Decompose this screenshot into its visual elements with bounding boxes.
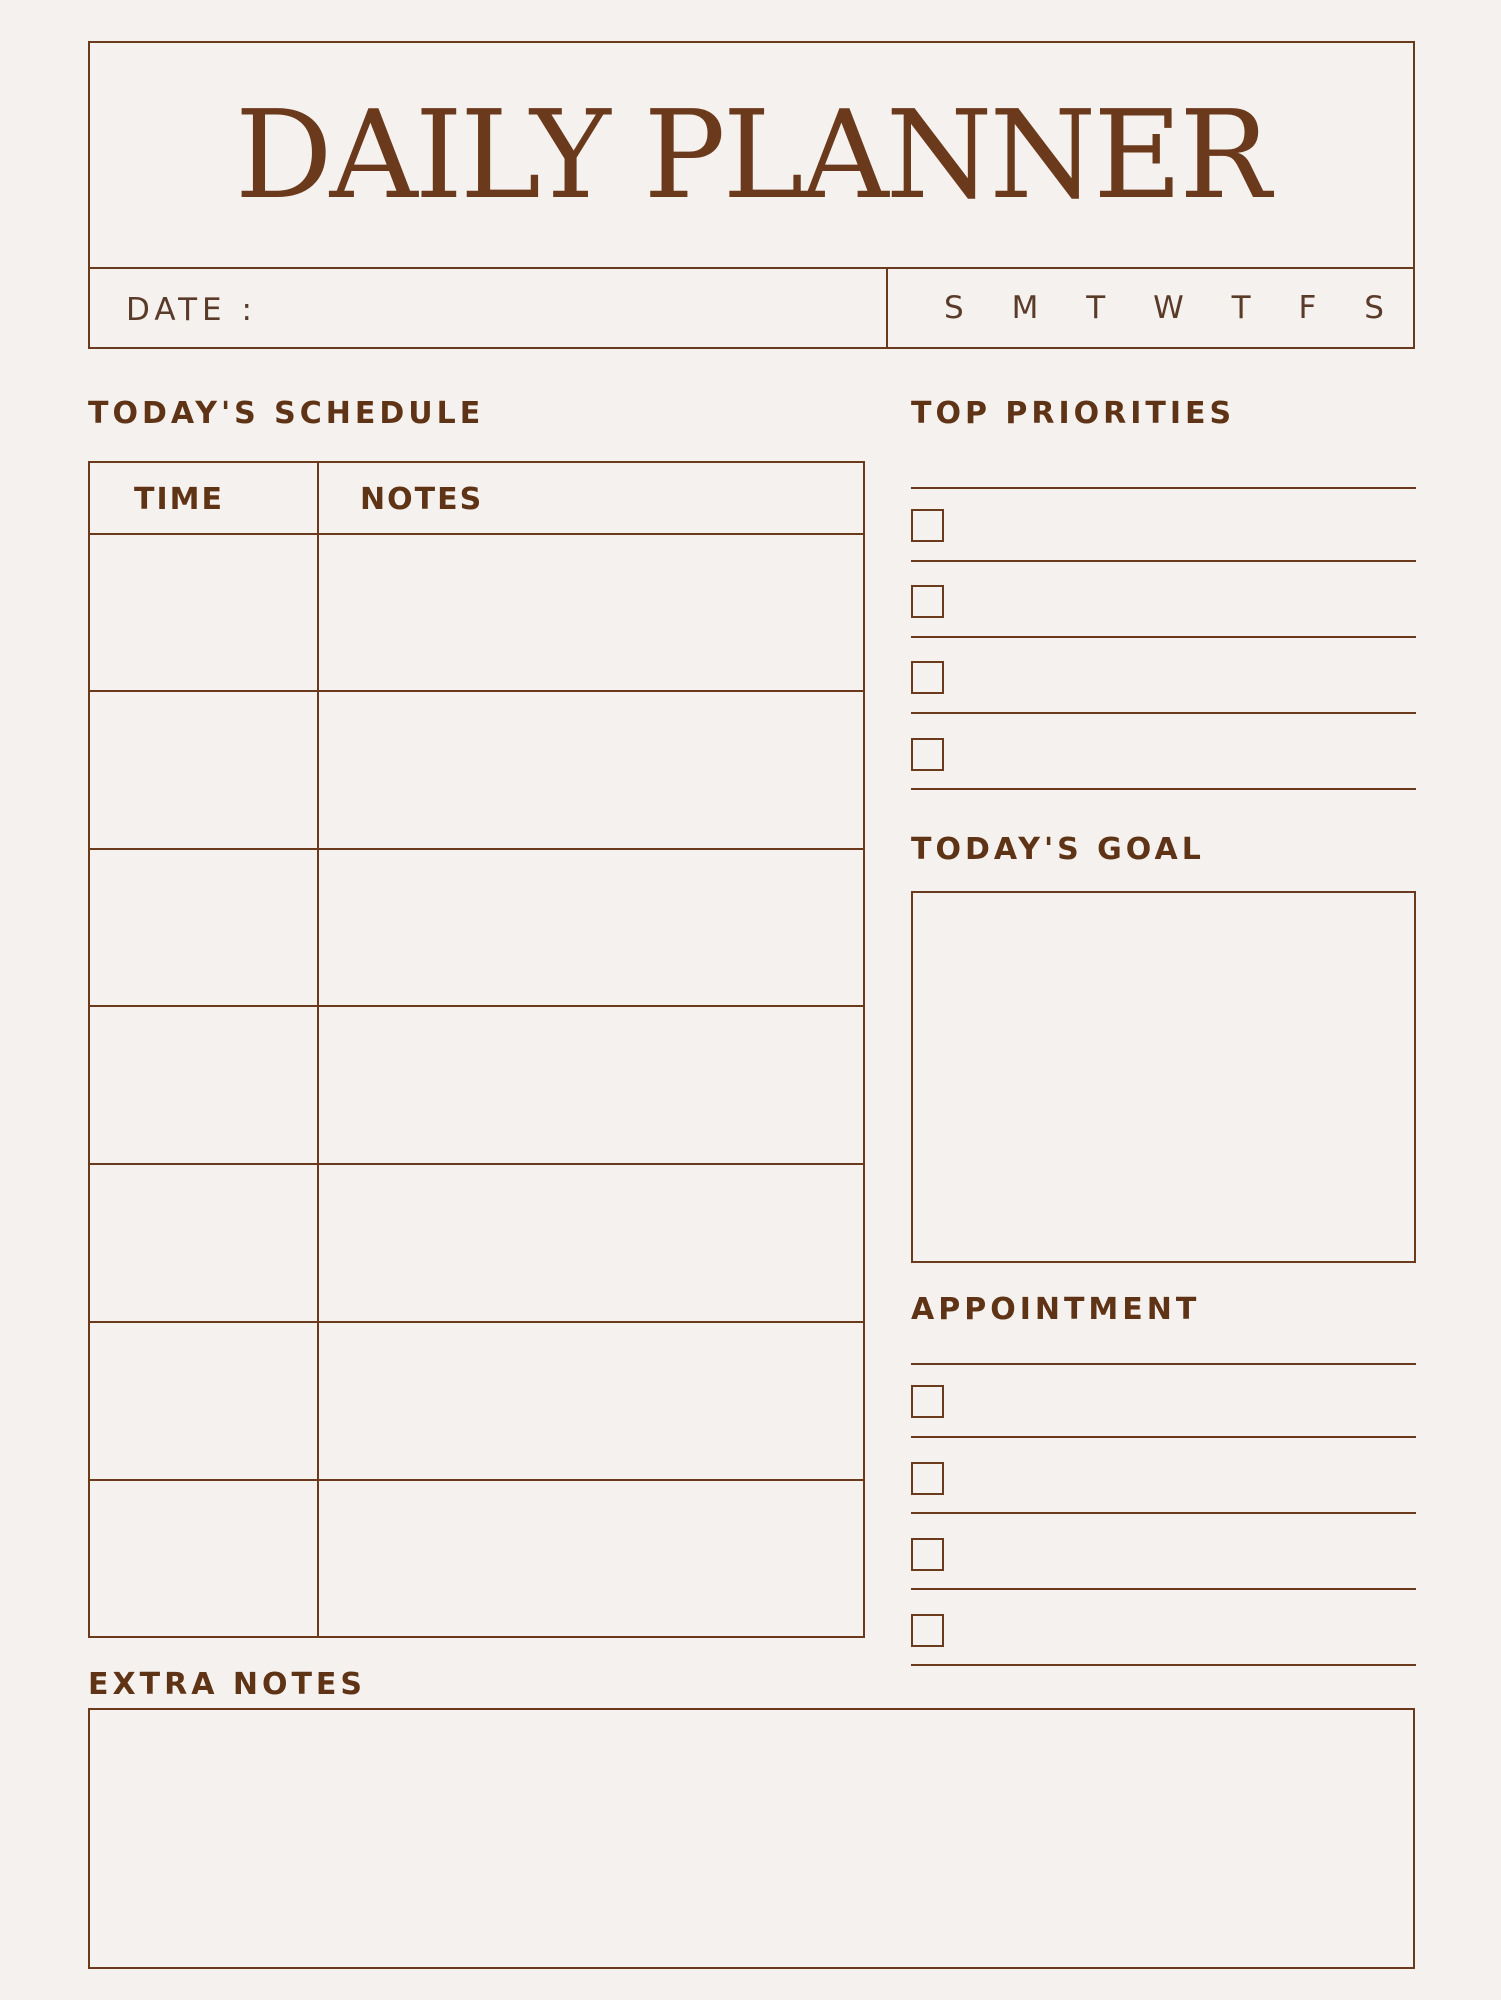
schedule-time-cell[interactable] <box>90 1323 317 1479</box>
appointment-field[interactable] <box>960 1366 1416 1436</box>
priority-field[interactable] <box>960 639 1416 712</box>
date-weekday-divider <box>886 267 888 349</box>
page-title: DAILY PLANNER <box>234 83 1269 226</box>
priorities-line <box>911 636 1416 638</box>
weekday-sunday[interactable]: S <box>944 290 964 326</box>
notes-column-header: NOTES <box>360 482 484 517</box>
priority-field[interactable] <box>960 715 1416 788</box>
extra-notes-heading: EXTRA NOTES <box>88 1667 367 1702</box>
schedule-notes-cell[interactable] <box>319 1323 863 1479</box>
appointment-checkbox[interactable] <box>911 1538 944 1571</box>
schedule-time-cell[interactable] <box>90 1007 317 1163</box>
schedule-time-cell[interactable] <box>90 535 317 690</box>
priorities-line <box>911 712 1416 714</box>
schedule-notes-cell[interactable] <box>319 692 863 848</box>
appointment-checkbox[interactable] <box>911 1614 944 1647</box>
weekday-saturday[interactable]: S <box>1364 290 1384 326</box>
priorities-line <box>911 560 1416 562</box>
priority-checkbox[interactable] <box>911 661 944 694</box>
extra-notes-box[interactable] <box>88 1708 1415 1969</box>
appointment-checkbox[interactable] <box>911 1462 944 1495</box>
date-field[interactable] <box>260 280 860 335</box>
appointment-line <box>911 1512 1416 1514</box>
priority-checkbox[interactable] <box>911 509 944 542</box>
appointment-field[interactable] <box>960 1515 1416 1588</box>
schedule-notes-cell[interactable] <box>319 535 863 690</box>
priorities-heading: TOP PRIORITIES <box>911 396 1236 431</box>
appointment-field[interactable] <box>960 1439 1416 1512</box>
appointment-field[interactable] <box>960 1591 1416 1664</box>
priority-checkbox[interactable] <box>911 738 944 771</box>
weekday-thursday[interactable]: T <box>1231 290 1251 326</box>
weekday-selector <box>944 290 1384 326</box>
priorities-line <box>911 788 1416 790</box>
priority-field[interactable] <box>960 563 1416 636</box>
schedule-heading: TODAY'S SCHEDULE <box>88 396 485 431</box>
appointment-line <box>911 1363 1416 1365</box>
time-column-header: TIME <box>134 482 224 517</box>
schedule-time-cell[interactable] <box>90 850 317 1005</box>
weekday-friday[interactable]: F <box>1298 290 1317 326</box>
weekday-tuesday[interactable]: T <box>1086 290 1106 326</box>
priority-field[interactable] <box>960 490 1416 560</box>
appointment-checkbox[interactable] <box>911 1385 944 1418</box>
appointment-line <box>911 1588 1416 1590</box>
weekday-monday[interactable]: M <box>1011 290 1039 326</box>
appointment-heading: APPOINTMENT <box>911 1292 1201 1327</box>
weekday-wednesday[interactable]: W <box>1153 290 1184 326</box>
schedule-notes-cell[interactable] <box>319 850 863 1005</box>
appointment-line <box>911 1436 1416 1438</box>
schedule-notes-cell[interactable] <box>319 1165 863 1321</box>
priorities-line <box>911 487 1416 489</box>
schedule-notes-cell[interactable] <box>319 1481 863 1636</box>
goal-box[interactable] <box>911 891 1416 1263</box>
schedule-time-cell[interactable] <box>90 1165 317 1321</box>
date-label: DATE : <box>126 292 257 328</box>
goal-heading: TODAY'S GOAL <box>911 832 1205 867</box>
appointment-line <box>911 1664 1416 1666</box>
schedule-time-cell[interactable] <box>90 692 317 848</box>
priority-checkbox[interactable] <box>911 585 944 618</box>
schedule-time-cell[interactable] <box>90 1481 317 1636</box>
schedule-notes-cell[interactable] <box>319 1007 863 1163</box>
